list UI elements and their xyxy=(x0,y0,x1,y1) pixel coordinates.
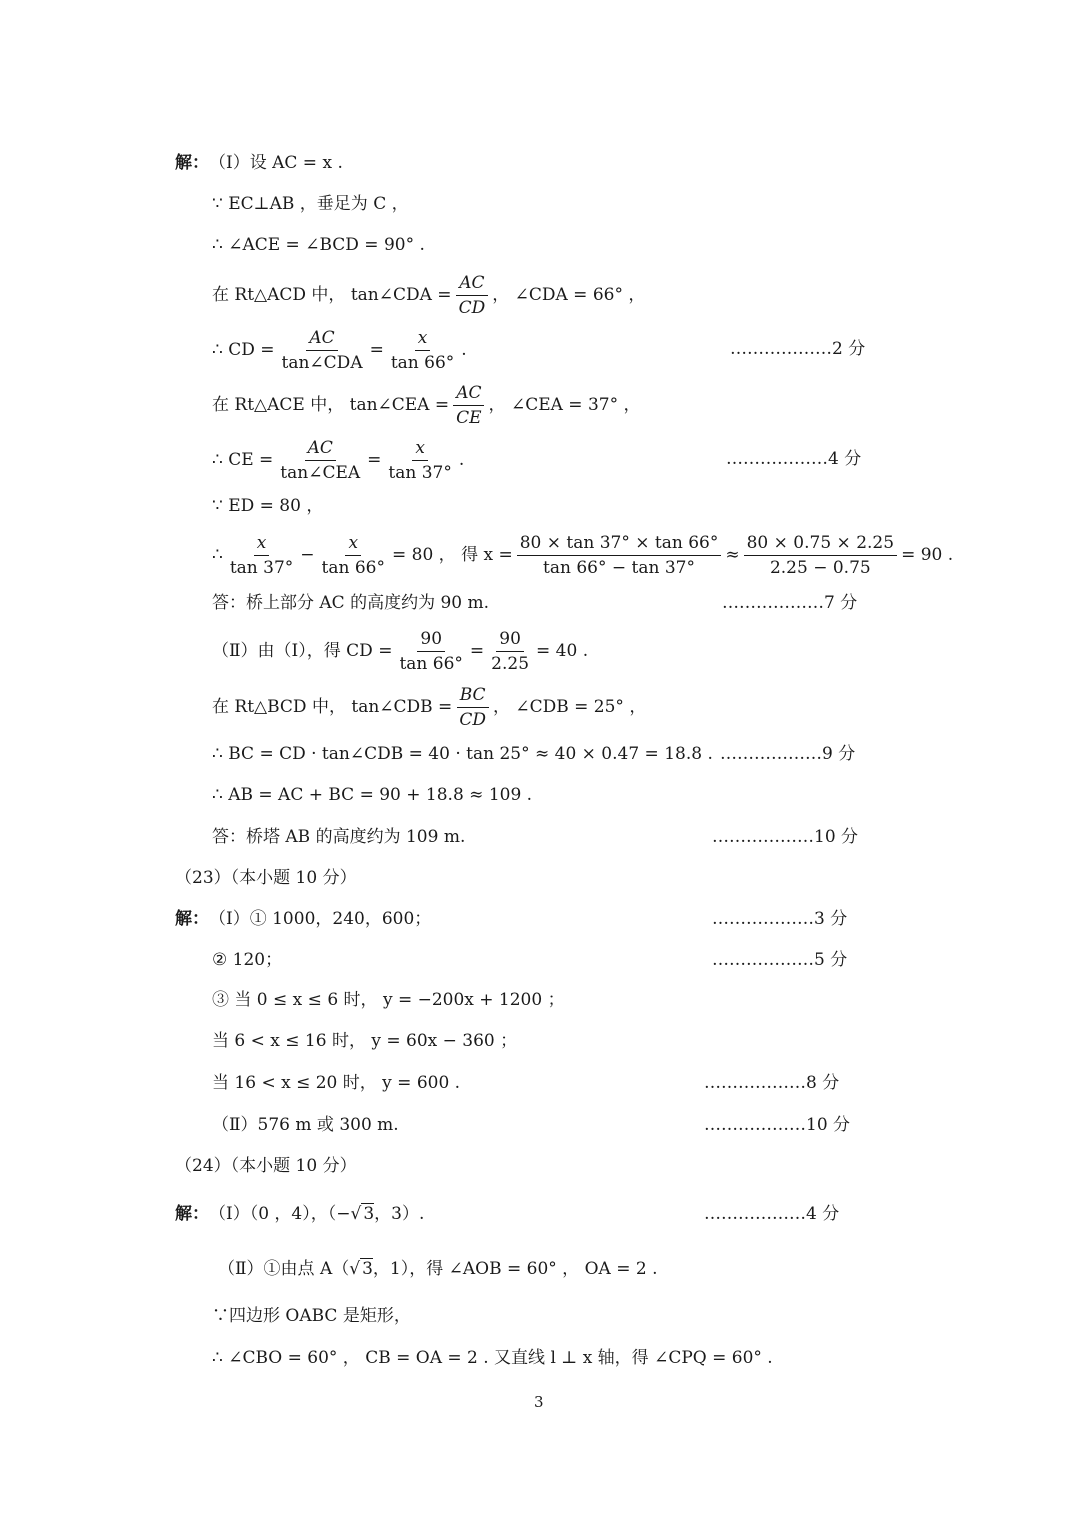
q22-text: ， ∠CDB = 25° ， xyxy=(492,697,647,717)
q24-text: ，1），得 ∠AOB = 60° ， OA = 2 . xyxy=(372,1259,658,1279)
sqrt-expression: √ 3 xyxy=(350,1204,375,1224)
q22-text: 在 Rt△BCD 中， tan∠CDB = xyxy=(212,697,453,717)
q22-text: （Ⅰ）设 AC = x . xyxy=(209,153,343,173)
numerator: x xyxy=(412,436,428,461)
q22-text: ∴ CE = xyxy=(212,450,274,470)
numerator: x xyxy=(254,531,270,556)
q22-line-15 xyxy=(212,826,465,848)
q22-line-5 xyxy=(212,325,467,375)
sqrt-expression: √ 3 xyxy=(349,1259,373,1279)
numerator: AC xyxy=(305,436,336,461)
numerator: x xyxy=(415,326,431,351)
numerator: 90 xyxy=(496,627,524,652)
q23-line-2 xyxy=(212,949,282,971)
q22-line-10 xyxy=(212,592,489,614)
q22-text: （Ⅱ）由（Ⅰ），得 CD = xyxy=(212,641,393,661)
score-mark: ………………8 分 xyxy=(704,1073,840,1093)
q24-heading xyxy=(175,1155,357,1177)
denominator: tan 66° − tan 37° xyxy=(543,557,696,578)
fraction xyxy=(385,436,454,485)
q23-line-4 xyxy=(212,1030,517,1052)
score-mark: ………………7 分 xyxy=(722,593,858,613)
fraction xyxy=(388,326,457,375)
q23-text: 当 16 < x ≤ 20 时， y = 600 . xyxy=(212,1073,461,1093)
score-mark: ………………4 分 xyxy=(704,1204,840,1224)
denominator: tan 66° xyxy=(321,557,385,578)
answer-text: 答：桥塔 AB 的高度约为 109 m. xyxy=(212,827,466,847)
q22-line-14 xyxy=(212,784,532,806)
q22-line-3 xyxy=(212,234,425,256)
q22-text: . xyxy=(461,340,467,360)
q24-text: ∴ ∠CBO = 60° ， CB = OA = 2 . 又直线 l ⊥ x 轴，得 ∠CPQ = 60° . xyxy=(212,1348,773,1368)
denominator: CE xyxy=(456,407,482,428)
q22-text: . xyxy=(458,450,465,470)
approx-sign: ≈ xyxy=(725,545,740,565)
q23-line-3 xyxy=(212,989,565,1011)
q22-line-13 xyxy=(212,743,713,765)
q22-text: = 80 ， 得 x = xyxy=(391,545,513,565)
fraction xyxy=(279,326,366,375)
q22-text: = 40 . xyxy=(536,641,589,661)
question-heading: （23）（本小题 10 分） xyxy=(175,868,357,888)
fraction xyxy=(517,531,722,580)
score-mark: ………………3 分 xyxy=(712,909,848,929)
score-mark: ………………5 分 xyxy=(712,950,848,970)
q22-line-9 xyxy=(212,530,953,580)
answer-text: 答：桥上部分 AC 的高度约为 90 m. xyxy=(212,593,490,613)
q22-text: 在 Rt△ACE 中， tan∠CEA = xyxy=(212,395,450,415)
q22-line-2 xyxy=(212,193,409,215)
q24-text: ，3）. xyxy=(374,1204,425,1224)
q22-text: ， ∠CEA = 37° ， xyxy=(488,395,641,415)
numerator: 80 × 0.75 × 2.25 xyxy=(744,531,897,556)
fraction xyxy=(227,531,296,580)
equals-sign: = xyxy=(367,450,382,470)
numerator: BC xyxy=(457,683,489,708)
q23-line-5 xyxy=(212,1072,460,1094)
score-mark: ………………2 分 xyxy=(730,339,866,359)
q24-line-2 xyxy=(218,1258,657,1280)
q23-text: ② 120； xyxy=(212,950,283,970)
q24-line-1 xyxy=(175,1203,424,1225)
q22-line-1 xyxy=(175,152,343,174)
denominator: tan 66° xyxy=(399,653,463,674)
q22-line-4 xyxy=(212,270,645,320)
q22-text: ∵ EC⊥AB ，垂足为 C ， xyxy=(212,194,409,214)
q22-line-12 xyxy=(212,682,646,732)
numerator: x xyxy=(345,531,361,556)
denominator: tan 66° xyxy=(390,352,455,373)
equals-sign: = xyxy=(369,340,384,360)
fraction xyxy=(456,683,489,732)
score-mark: ………………4 分 xyxy=(726,449,862,469)
fraction xyxy=(396,627,465,676)
q23-text: （Ⅰ）① 1000，240，600； xyxy=(209,909,432,929)
numerator: AC xyxy=(453,381,484,406)
denominator: CD xyxy=(459,709,486,730)
fraction xyxy=(277,436,363,485)
q22-text: ∴ ∠ACE = ∠BCD = 90° . xyxy=(212,235,425,255)
q23-text: ③ 当 0 ≤ x ≤ 6 时， y = −200x + 1200 ； xyxy=(212,990,565,1010)
numerator: AC xyxy=(306,326,337,351)
solution-label: 解： xyxy=(175,153,209,173)
q22-line-8 xyxy=(212,495,323,517)
sqrt-radicand: 3 xyxy=(363,1204,375,1224)
solution-label: 解： xyxy=(175,909,209,929)
q23-line-1 xyxy=(175,908,431,930)
fraction xyxy=(488,627,532,676)
q22-text: = 90 . xyxy=(901,545,954,565)
sqrt-radicand: 3 xyxy=(362,1259,373,1279)
equals-sign: = xyxy=(469,641,485,661)
q22-line-11 xyxy=(212,626,588,676)
q22-text: ， ∠CDA = 66° ， xyxy=(492,285,646,305)
q22-text: ∴ CD = xyxy=(212,340,275,360)
fraction xyxy=(319,531,388,580)
fraction xyxy=(744,531,897,580)
q24-line-4 xyxy=(212,1347,773,1369)
denominator: tan 37° xyxy=(229,557,294,578)
question-heading: （24）（本小题 10 分） xyxy=(175,1156,357,1176)
q22-line-6 xyxy=(212,380,640,430)
denominator: 2.25 xyxy=(491,653,530,674)
denominator: tan 37° xyxy=(388,462,452,483)
q22-text: ∴ AB = AC + BC = 90 + 18.8 ≈ 109 . xyxy=(212,785,533,805)
q24-line-3 xyxy=(212,1305,411,1327)
numerator: 90 xyxy=(417,627,445,652)
minus-sign: − xyxy=(300,545,315,565)
denominator: CD xyxy=(458,297,486,318)
q24-text: ∵四边形 OABC 是矩形， xyxy=(212,1306,411,1326)
numerator: AC xyxy=(456,271,487,296)
q22-line-7 xyxy=(212,435,464,485)
solution-label: 解： xyxy=(175,1204,209,1224)
q23-text: （Ⅱ）576 m 或 300 m. xyxy=(212,1115,399,1135)
denominator: 2.25 − 0.75 xyxy=(769,557,871,578)
numerator: 80 × tan 37° × tan 66° xyxy=(517,531,722,556)
q22-text: ∵ ED = 80 ， xyxy=(212,496,324,516)
score-mark: ………………10 分 xyxy=(712,827,859,847)
q23-heading xyxy=(175,867,357,889)
q24-text: （Ⅱ）①由点 A（ xyxy=(218,1259,350,1279)
q22-text: 在 Rt△ACD 中， tan∠CDA = xyxy=(212,285,452,305)
score-mark: ………………10 分 xyxy=(704,1115,851,1135)
q23-line-6 xyxy=(212,1114,399,1136)
q22-text: ∴ xyxy=(212,545,223,565)
q24-text: （Ⅰ）（0 ，4），（− xyxy=(209,1204,351,1224)
fraction xyxy=(453,381,484,430)
fraction xyxy=(456,271,489,320)
score-mark: ………………9 分 xyxy=(720,744,856,764)
denominator: tan∠CEA xyxy=(280,462,361,483)
page-number: 3 xyxy=(534,1393,544,1411)
denominator: tan∠CDA xyxy=(281,352,363,373)
q23-text: 当 6 < x ≤ 16 时， y = 60x − 360 ； xyxy=(212,1031,518,1051)
q22-text: ∴ BC = CD · tan∠CDB = 40 · tan 25° ≈ 40 × 0.47 = 18.8 . xyxy=(212,744,713,764)
